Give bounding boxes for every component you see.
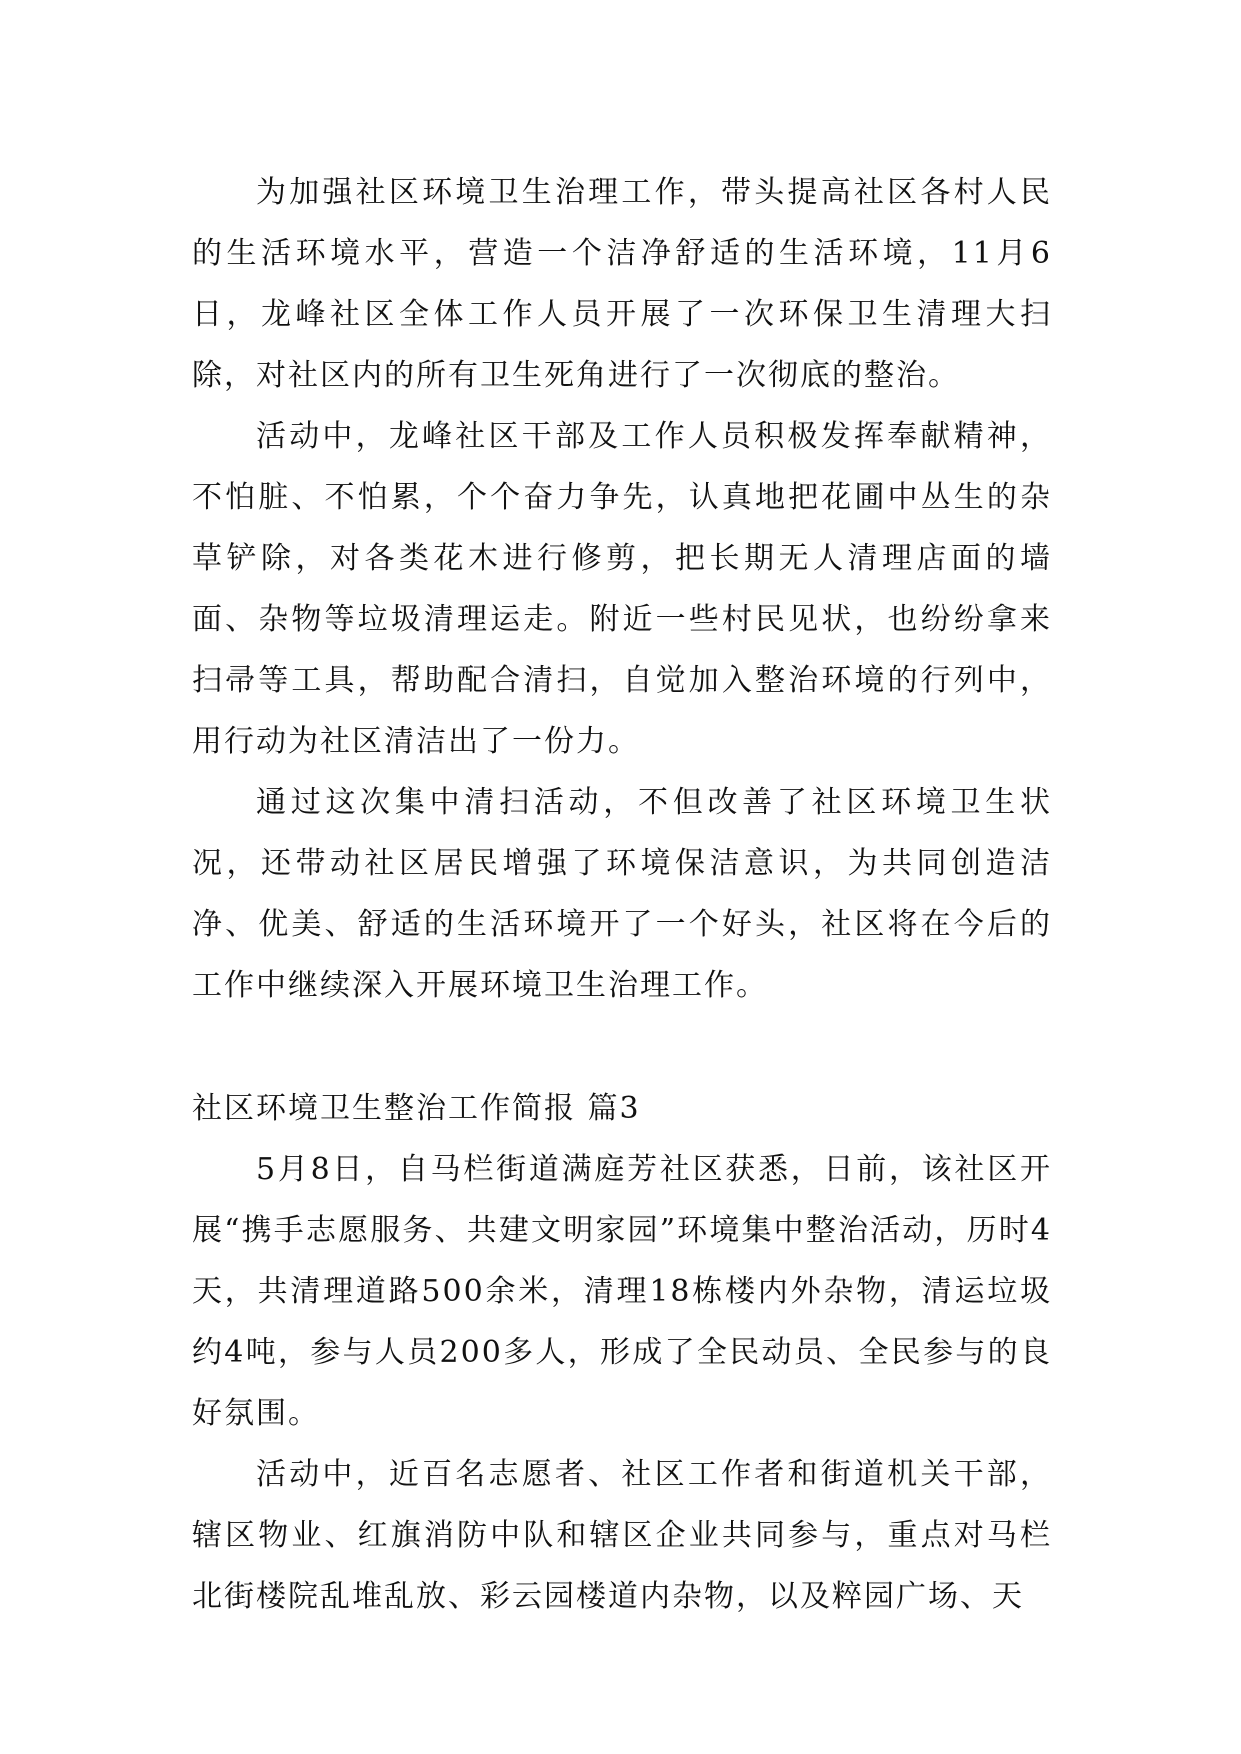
paragraph-section3-intro: 5月8日，自马栏街道满庭芳社区获悉，日前，该社区开展“携手志愿服务、共建文明家园”环境集中整治活动，历时4天，共清理道路500余米，清理18栋楼内外杂物，清运垃圾约4吨，参与人员200多人，形成了全民动员、全民参与的良好氛围。 [192, 1152, 1052, 1431]
paragraph-activity-results: 通过这次集中清扫活动，不但改善了社区环境卫生状况，还带动社区居民增强了环境保洁意识，为共同创造洁净、优美、舒适的生活环境开了一个好头，社区将在今后的工作中继续深入开展环境卫生治理工作。 [192, 785, 1052, 1003]
paragraph-section3-participants: 活动中，近百名志愿者、社区工作者和街道机关干部，辖区物业、红旗消防中队和辖区企业共同参与，重点对马栏北街楼院乱堆乱放、彩云园楼道内杂物，以及粹园广场、天 [192, 1457, 1052, 1614]
paragraph-environment-cleanup-intro: 为加强社区环境卫生治理工作，带头提高社区各村人民的生活环境水平，营造一个洁净舒适的生活环境，11月6日，龙峰社区全体工作人员开展了一次环保卫生清理大扫除，对社区内的所有卫生死角进行了一次彻底的整治。 [192, 175, 1052, 393]
paragraph-activity-details: 活动中，龙峰社区干部及工作人员积极发挥奉献精神，不怕脏、不怕累，个个奋力争先，认真地把花圃中丛生的杂草铲除，对各类花木进行修剪，把长期无人清理店面的墙面、杂物等垃圾清理运走。附近一些村民见状，也纷纷拿来扫帚等工具，帮助配合清扫，自觉加入整治环境的行列中，用行动为社区清洁出了一份力。 [192, 419, 1052, 759]
document-body [192, 162, 1052, 1627]
section-title: 社区环境卫生整治工作简报 篇3 [192, 1091, 641, 1126]
